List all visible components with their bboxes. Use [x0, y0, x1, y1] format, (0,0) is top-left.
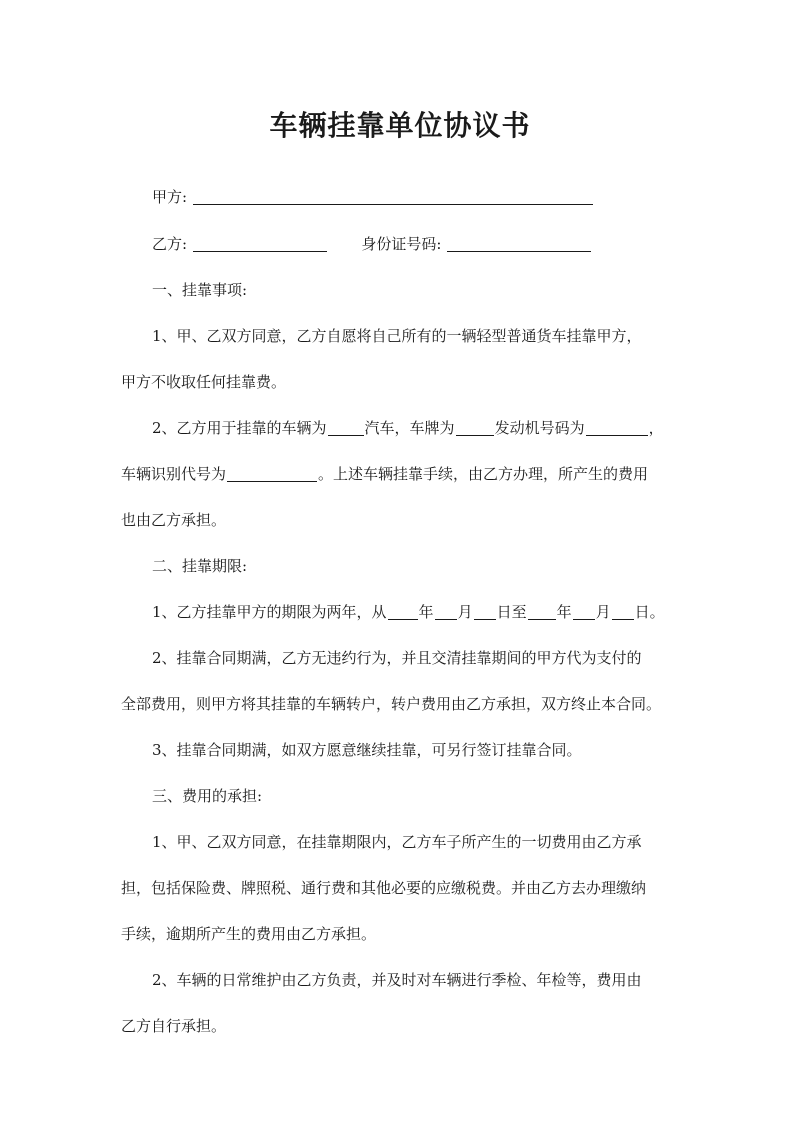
party-b-label: 乙方: [152, 235, 188, 253]
section1-p2-line2 [121, 463, 681, 485]
end-month-label: 月 [595, 603, 611, 621]
section1-p1-line2: 甲方不收取任何挂靠费。 [121, 373, 287, 391]
section1-p2-part4: ， [648, 419, 664, 437]
vehicle-type-blank [328, 419, 364, 436]
party-b-line [152, 233, 682, 255]
end-year-label: 年 [556, 603, 572, 621]
end-year-blank [528, 603, 556, 620]
section2-heading: 二、挂靠期限: [152, 557, 248, 575]
section2-p2-line2: 全部费用，则甲方将其挂靠的车辆转户，转户费用由乙方承担，双方终止本合同。 [121, 695, 662, 713]
end-day-label: 日。 [634, 603, 665, 621]
section2-p1 [152, 601, 682, 623]
section1-p2-part1: 2、乙方用于挂靠的车辆为 [152, 419, 327, 437]
start-year-blank [388, 603, 418, 620]
section2-p2-line1: 2、挂靠合同期满，乙方无违约行为，并且交清挂靠期间的甲方代为支付的 [152, 649, 642, 667]
section3-heading: 三、费用的承担: [152, 787, 263, 805]
plate-number-blank [456, 419, 494, 436]
party-a-line [152, 186, 682, 208]
section3-p1-line1: 1、甲、乙双方同意，在挂靠期限内，乙方车子所产生的一切费用由乙方承 [152, 833, 642, 851]
section3-p1-line2: 担，包括保险费、牌照税、通行费和其他必要的应缴税费。并由乙方去办理缴纳 [121, 879, 647, 897]
section2-p3: 3、挂靠合同期满，如双方愿意继续挂靠，可另行签订挂靠合同。 [152, 741, 582, 759]
section1-p2-line3: 也由乙方承担。 [121, 511, 227, 529]
start-month-label: 月 [457, 603, 473, 621]
start-day-label: 日至 [496, 603, 527, 621]
section2-p1-part1: 1、乙方挂靠甲方的期限为两年，从 [152, 603, 387, 621]
start-day-blank [474, 603, 496, 620]
vin-blank [227, 465, 317, 482]
section1-p2-part3: 发动机号码为 [494, 419, 585, 437]
party-b-blank [193, 235, 327, 252]
party-a-label: 甲方: [152, 188, 188, 206]
id-number-blank [447, 235, 591, 252]
section1-p2-line2-part1: 车辆识别代号为 [121, 465, 227, 483]
end-day-blank [612, 603, 634, 620]
section3-p2-line2: 乙方自行承担。 [121, 1017, 227, 1035]
section1-heading: 一、挂靠事项: [152, 281, 248, 299]
document-title: 车辆挂靠单位协议书 [269, 109, 531, 142]
start-month-blank [435, 603, 457, 620]
section1-p1-line1: 1、甲、乙双方同意，乙方自愿将自己所有的一辆轻型普通货车挂靠甲方， [152, 327, 642, 345]
section3-p1-line3: 手续，逾期所产生的费用由乙方承担。 [121, 925, 377, 943]
section1-p2-part2: 汽车，车牌为 [364, 419, 455, 437]
engine-number-blank [586, 419, 648, 436]
id-number-label: 身份证号码: [361, 235, 442, 253]
start-year-label: 年 [418, 603, 434, 621]
section3-p2-line1: 2、车辆的日常维护由乙方负责，并及时对车辆进行季检、年检等，费用由 [152, 971, 642, 989]
end-month-blank [573, 603, 595, 620]
section1-p2-line1 [152, 417, 682, 439]
section1-p2-line2-part2: 。上述车辆挂靠手续，由乙方办理，所产生的费用 [318, 465, 649, 483]
party-a-blank [193, 188, 593, 205]
